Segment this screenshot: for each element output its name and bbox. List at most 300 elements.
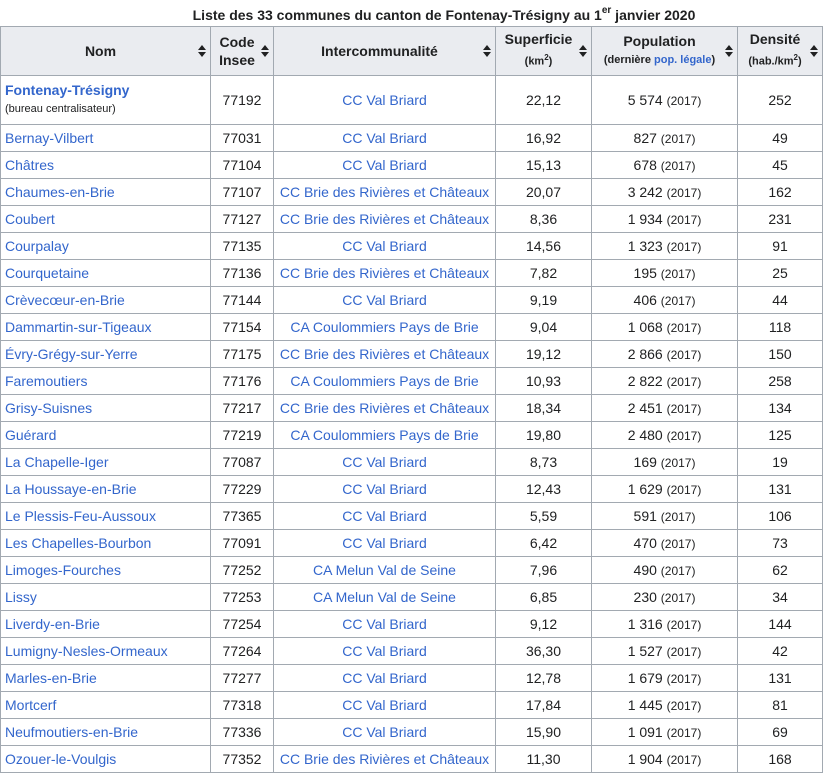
population-cell <box>592 233 738 260</box>
population-cell <box>592 76 738 125</box>
population-value: 1 679 <box>627 670 663 686</box>
table-row <box>1 665 823 692</box>
column-header-nom[interactable] <box>1 27 211 76</box>
population-year: (2017) <box>666 240 702 254</box>
superficie-cell: 14,56 <box>496 233 592 260</box>
code-insee-cell: 77031 <box>211 125 274 152</box>
table-row <box>1 422 823 449</box>
commune-cell <box>1 287 211 314</box>
densite-cell: 168 <box>738 746 823 773</box>
population-value: 2 451 <box>627 400 663 416</box>
population-year: (2017) <box>666 348 702 362</box>
commune-link[interactable]: Dammartin-sur-Tigeaux <box>5 319 152 335</box>
table-row <box>1 503 823 530</box>
commune-link[interactable]: Guérard <box>5 427 57 443</box>
densite-cell: 44 <box>738 287 823 314</box>
table-row <box>1 692 823 719</box>
superficie-cell: 8,73 <box>496 449 592 476</box>
intercommunalite-link[interactable]: CC Brie des Rivières et Châteaux <box>279 346 490 362</box>
code-insee-cell: 77318 <box>211 692 274 719</box>
sort-icon <box>198 45 206 57</box>
commune-link[interactable]: Chaumes-en-Brie <box>5 184 115 200</box>
superficie-cell: 19,80 <box>496 422 592 449</box>
densite-cell: 231 <box>738 206 823 233</box>
column-header-population-label: Population <box>623 33 696 49</box>
population-value: 1 445 <box>627 697 663 713</box>
densite-cell: 42 <box>738 638 823 665</box>
unit-superscript: 2 <box>544 53 549 63</box>
population-value: 406 <box>633 292 657 308</box>
superficie-cell: 6,85 <box>496 584 592 611</box>
population-cell <box>592 584 738 611</box>
superficie-cell: 9,04 <box>496 314 592 341</box>
densite-cell: 125 <box>738 422 823 449</box>
intercommunalite-link[interactable]: CC Val Briard <box>342 454 427 470</box>
code-insee-cell: 77176 <box>211 368 274 395</box>
code-insee-cell: 77264 <box>211 638 274 665</box>
population-sub-suffix: ) <box>711 54 716 66</box>
code-insee-cell: 77104 <box>211 152 274 179</box>
population-cell <box>592 179 738 206</box>
intercommunalite-cell <box>274 125 496 152</box>
commune-cell <box>1 206 211 233</box>
intercommunalite-cell <box>274 287 496 314</box>
intercommunalite-cell <box>274 503 496 530</box>
unit-superscript: 2 <box>793 53 798 63</box>
commune-cell <box>1 395 211 422</box>
superficie-cell: 12,78 <box>496 665 592 692</box>
header-row <box>1 27 823 76</box>
table-row <box>1 125 823 152</box>
table-row <box>1 341 823 368</box>
code-insee-cell: 77217 <box>211 395 274 422</box>
table-row <box>1 530 823 557</box>
intercommunalite-link[interactable]: CC Val Briard <box>342 508 427 524</box>
code-insee-cell: 77336 <box>211 719 274 746</box>
code-insee-cell: 77219 <box>211 422 274 449</box>
intercommunalite-link[interactable]: CC Val Briard <box>342 238 427 254</box>
superficie-cell: 7,82 <box>496 260 592 287</box>
commune-link[interactable]: Crèvecœur-en-Brie <box>5 292 125 308</box>
population-cell <box>592 719 738 746</box>
commune-cell <box>1 233 211 260</box>
pop-legale-link[interactable]: pop. légale <box>654 54 712 66</box>
population-cell <box>592 503 738 530</box>
population-cell <box>592 557 738 584</box>
population-cell <box>592 665 738 692</box>
intercommunalite-cell <box>274 368 496 395</box>
commune-link[interactable]: Courpalay <box>5 238 69 254</box>
population-year: (2017) <box>666 429 702 443</box>
population-cell <box>592 449 738 476</box>
population-value: 230 <box>633 589 657 605</box>
sort-icon <box>579 45 587 57</box>
column-header-population-sub <box>596 50 723 70</box>
column-header-intercommunalite-label: Intercommunalité <box>321 43 438 59</box>
intercommunalite-link[interactable]: CC Val Briard <box>342 697 427 713</box>
intercommunalite-link[interactable]: CC Val Briard <box>342 670 427 686</box>
commune-cell <box>1 152 211 179</box>
intercommunalite-cell <box>274 260 496 287</box>
population-value: 1 091 <box>627 724 663 740</box>
intercommunalite-cell <box>274 395 496 422</box>
population-cell <box>592 152 738 179</box>
superficie-cell: 15,90 <box>496 719 592 746</box>
population-value: 1 068 <box>627 319 663 335</box>
superficie-cell: 22,12 <box>496 76 592 125</box>
column-header-code-insee[interactable] <box>211 27 274 76</box>
population-value: 2 480 <box>627 427 663 443</box>
commune-link[interactable]: Le Plessis-Feu-Aussoux <box>5 508 156 524</box>
sort-icon <box>261 45 269 57</box>
commune-link[interactable]: La Chapelle-Iger <box>5 454 109 470</box>
code-insee-cell: 77365 <box>211 503 274 530</box>
superficie-cell: 17,84 <box>496 692 592 719</box>
population-cell <box>592 287 738 314</box>
table-row <box>1 206 823 233</box>
intercommunalite-link[interactable]: CC Val Briard <box>342 130 427 146</box>
population-year: (2017) <box>666 672 702 686</box>
superficie-cell: 7,96 <box>496 557 592 584</box>
column-header-intercommunalite[interactable] <box>274 27 496 76</box>
population-cell <box>592 395 738 422</box>
table-row <box>1 76 823 125</box>
intercommunalite-cell <box>274 476 496 503</box>
commune-cell <box>1 719 211 746</box>
densite-cell: 69 <box>738 719 823 746</box>
commune-link[interactable]: Ozouer-le-Voulgis <box>5 751 117 767</box>
code-insee-cell: 77144 <box>211 287 274 314</box>
densite-cell: 150 <box>738 341 823 368</box>
commune-cell <box>1 557 211 584</box>
code-insee-cell: 77253 <box>211 584 274 611</box>
intercommunalite-link[interactable]: CA Coulommiers Pays de Brie <box>290 373 479 389</box>
commune-cell <box>1 584 211 611</box>
commune-link[interactable]: Bernay-Vilbert <box>5 130 94 146</box>
intercommunalite-link[interactable]: CC Val Briard <box>342 92 427 108</box>
table-row <box>1 584 823 611</box>
intercommunalite-cell <box>274 719 496 746</box>
column-header-code-label-2: Insee <box>219 52 255 68</box>
population-cell <box>592 314 738 341</box>
table-row <box>1 449 823 476</box>
commune-cell <box>1 638 211 665</box>
table-row <box>1 314 823 341</box>
population-year: (2017) <box>660 564 696 578</box>
population-value: 490 <box>633 562 657 578</box>
population-value: 3 242 <box>627 184 663 200</box>
intercommunalite-cell <box>274 449 496 476</box>
code-insee-cell: 77192 <box>211 76 274 125</box>
population-year: (2017) <box>666 186 702 200</box>
code-insee-cell: 77254 <box>211 611 274 638</box>
population-value: 470 <box>633 535 657 551</box>
population-cell <box>592 206 738 233</box>
superficie-cell: 9,12 <box>496 611 592 638</box>
intercommunalite-cell <box>274 611 496 638</box>
densite-cell: 144 <box>738 611 823 638</box>
population-year: (2017) <box>660 510 696 524</box>
population-cell <box>592 260 738 287</box>
intercommunalite-cell <box>274 746 496 773</box>
caption-date: janvier 2020 <box>611 7 696 23</box>
population-year: (2017) <box>660 159 696 173</box>
column-header-densite[interactable] <box>738 27 823 76</box>
population-year: (2017) <box>660 132 696 146</box>
densite-cell: 162 <box>738 179 823 206</box>
densite-cell: 106 <box>738 503 823 530</box>
sort-icon <box>810 45 818 57</box>
code-insee-cell: 77127 <box>211 206 274 233</box>
population-value: 1 904 <box>627 751 663 767</box>
population-year: (2017) <box>660 591 696 605</box>
bureau-note: (bureau centralisateur) <box>5 103 116 115</box>
densite-cell: 258 <box>738 368 823 395</box>
table-row <box>1 611 823 638</box>
intercommunalite-cell <box>274 206 496 233</box>
table-row <box>1 260 823 287</box>
intercommunalite-link[interactable]: CC Val Briard <box>342 481 427 497</box>
densite-cell: 252 <box>738 76 823 125</box>
table-row <box>1 287 823 314</box>
population-value: 1 323 <box>627 238 663 254</box>
intercommunalite-link[interactable]: CC Val Briard <box>342 724 427 740</box>
commune-link[interactable]: Évry-Grégy-sur-Yerre <box>5 346 138 362</box>
population-year: (2017) <box>666 321 702 335</box>
table-caption <box>0 0 824 26</box>
population-cell <box>592 611 738 638</box>
population-year: (2017) <box>666 699 702 713</box>
intercommunalite-link[interactable]: CC Brie des Rivières et Châteaux <box>279 211 490 227</box>
population-year: (2017) <box>666 618 702 632</box>
commune-cell <box>1 314 211 341</box>
intercommunalite-cell <box>274 665 496 692</box>
population-year: (2017) <box>660 456 696 470</box>
population-year: (2017) <box>666 753 702 767</box>
intercommunalite-cell <box>274 341 496 368</box>
intercommunalite-link[interactable]: CC Brie des Rivières et Châteaux <box>279 400 490 416</box>
commune-link[interactable]: Grisy-Suisnes <box>5 400 93 416</box>
code-insee-cell: 77136 <box>211 260 274 287</box>
table-row <box>1 476 823 503</box>
superficie-cell: 19,12 <box>496 341 592 368</box>
population-cell <box>592 476 738 503</box>
commune-link[interactable]: Coubert <box>5 211 55 227</box>
commune-link[interactable]: Lumigny-Nesles-Ormeaux <box>5 643 168 659</box>
commune-cell <box>1 476 211 503</box>
intercommunalite-cell <box>274 152 496 179</box>
commune-cell <box>1 341 211 368</box>
densite-cell: 81 <box>738 692 823 719</box>
column-header-densite-unit <box>742 48 808 72</box>
commune-link[interactable]: Limoges-Fourches <box>5 562 121 578</box>
column-header-population[interactable] <box>592 27 738 76</box>
code-insee-cell: 77154 <box>211 314 274 341</box>
intercommunalite-link[interactable]: CC Val Briard <box>342 157 427 173</box>
superficie-cell: 20,07 <box>496 179 592 206</box>
unit-suffix: ) <box>798 55 802 68</box>
commune-link[interactable]: Courquetaine <box>5 265 90 281</box>
table-row <box>1 746 823 773</box>
commune-link[interactable]: Faremoutiers <box>5 373 88 389</box>
intercommunalite-cell <box>274 584 496 611</box>
code-insee-cell: 77352 <box>211 746 274 773</box>
caption-superscript: er <box>601 5 612 17</box>
intercommunalite-link[interactable]: CA Coulommiers Pays de Brie <box>290 427 479 443</box>
superficie-cell: 11,30 <box>496 746 592 773</box>
table-row <box>1 368 823 395</box>
table-row <box>1 152 823 179</box>
population-year: (2017) <box>666 94 702 108</box>
column-header-superficie[interactable] <box>496 27 592 76</box>
population-value: 1 934 <box>627 211 663 227</box>
code-insee-cell: 77135 <box>211 233 274 260</box>
superficie-cell: 6,42 <box>496 530 592 557</box>
column-header-nom-label: Nom <box>84 43 117 59</box>
densite-cell: 25 <box>738 260 823 287</box>
population-value: 5 574 <box>627 92 663 108</box>
population-value: 2 822 <box>627 373 663 389</box>
densite-cell: 118 <box>738 314 823 341</box>
densite-cell: 62 <box>738 557 823 584</box>
commune-link[interactable]: Liverdy-en-Brie <box>5 616 100 632</box>
commune-cell <box>1 665 211 692</box>
commune-link[interactable]: Fontenay-Trésigny <box>5 82 130 98</box>
densite-cell: 49 <box>738 125 823 152</box>
intercommunalite-link[interactable]: CA Coulommiers Pays de Brie <box>290 319 479 335</box>
intercommunalite-link[interactable]: CC Val Briard <box>342 616 427 632</box>
densite-cell: 34 <box>738 584 823 611</box>
intercommunalite-cell <box>274 314 496 341</box>
population-value: 169 <box>633 454 657 470</box>
population-year: (2017) <box>660 294 696 308</box>
commune-link[interactable]: La Houssaye-en-Brie <box>5 481 137 497</box>
densite-cell: 91 <box>738 233 823 260</box>
population-value: 678 <box>633 157 657 173</box>
population-year: (2017) <box>666 726 702 740</box>
code-insee-cell: 77087 <box>211 449 274 476</box>
column-header-densite-label: Densité <box>749 31 801 48</box>
intercommunalite-link[interactable]: CC Val Briard <box>342 643 427 659</box>
unit-prefix: (km <box>524 55 545 68</box>
population-cell <box>592 530 738 557</box>
population-cell <box>592 638 738 665</box>
population-value: 195 <box>633 265 657 281</box>
densite-cell: 73 <box>738 530 823 557</box>
intercommunalite-cell <box>274 179 496 206</box>
superficie-cell: 10,93 <box>496 368 592 395</box>
sort-icon <box>725 45 733 57</box>
commune-link[interactable]: Lissy <box>5 589 37 605</box>
commune-link[interactable]: Mortcerf <box>5 697 57 713</box>
superficie-cell: 12,43 <box>496 476 592 503</box>
commune-link[interactable]: Neufmoutiers-en-Brie <box>5 724 139 740</box>
population-value: 827 <box>633 130 657 146</box>
densite-cell: 19 <box>738 449 823 476</box>
population-cell <box>592 746 738 773</box>
commune-cell <box>1 260 211 287</box>
communes-table <box>0 26 823 773</box>
population-year: (2017) <box>666 645 702 659</box>
population-year: (2017) <box>660 537 696 551</box>
unit-prefix: (hab./km <box>748 55 794 68</box>
intercommunalite-link[interactable]: CA Melun Val de Seine <box>313 589 456 605</box>
commune-cell <box>1 125 211 152</box>
population-year: (2017) <box>666 483 702 497</box>
commune-link[interactable]: Châtres <box>5 157 55 173</box>
intercommunalite-link[interactable]: CC Val Briard <box>342 535 427 551</box>
densite-cell: 131 <box>738 476 823 503</box>
code-insee-cell: 77175 <box>211 341 274 368</box>
intercommunalite-link[interactable]: CC Brie des Rivières et Châteaux <box>279 184 490 200</box>
unit-suffix: ) <box>548 55 553 68</box>
commune-cell <box>1 422 211 449</box>
intercommunalite-cell <box>274 530 496 557</box>
intercommunalite-cell <box>274 233 496 260</box>
table-row <box>1 557 823 584</box>
population-year: (2017) <box>666 402 702 416</box>
commune-cell <box>1 179 211 206</box>
population-year: (2017) <box>666 213 702 227</box>
population-cell <box>592 368 738 395</box>
commune-cell <box>1 503 211 530</box>
sort-icon <box>483 45 491 57</box>
population-cell <box>592 422 738 449</box>
population-cell <box>592 341 738 368</box>
table-row <box>1 395 823 422</box>
commune-link[interactable]: Marles-en-Brie <box>5 670 97 686</box>
population-year: (2017) <box>666 375 702 389</box>
population-value: 1 527 <box>627 643 663 659</box>
commune-cell <box>1 746 211 773</box>
densite-cell: 45 <box>738 152 823 179</box>
intercommunalite-link[interactable]: CC Brie des Rivières et Châteaux <box>279 265 490 281</box>
table-row <box>1 638 823 665</box>
intercommunalite-cell <box>274 422 496 449</box>
population-value: 2 866 <box>627 346 663 362</box>
code-insee-cell: 77107 <box>211 179 274 206</box>
population-cell <box>592 692 738 719</box>
intercommunalite-cell <box>274 692 496 719</box>
commune-cell <box>1 530 211 557</box>
table-row <box>1 233 823 260</box>
intercommunalite-cell <box>274 76 496 125</box>
superficie-cell: 5,59 <box>496 503 592 530</box>
intercommunalite-link[interactable]: CA Melun Val de Seine <box>313 562 456 578</box>
column-header-code-label-1: Code <box>219 34 255 50</box>
population-value: 1 629 <box>627 481 663 497</box>
superficie-cell: 8,36 <box>496 206 592 233</box>
commune-cell <box>1 368 211 395</box>
commune-link[interactable]: Les Chapelles-Bourbon <box>5 535 152 551</box>
population-year: (2017) <box>660 267 696 281</box>
intercommunalite-cell <box>274 557 496 584</box>
superficie-cell: 36,30 <box>496 638 592 665</box>
column-header-superficie-label: Superficie <box>504 31 573 48</box>
population-sub-prefix: (dernière <box>603 54 654 66</box>
intercommunalite-link[interactable]: CC Val Briard <box>342 292 427 308</box>
table-row <box>1 719 823 746</box>
commune-cell <box>1 449 211 476</box>
commune-cell <box>1 76 211 125</box>
population-cell <box>592 125 738 152</box>
superficie-cell: 9,19 <box>496 287 592 314</box>
population-value: 1 316 <box>627 616 663 632</box>
densite-cell: 131 <box>738 665 823 692</box>
commune-cell <box>1 611 211 638</box>
intercommunalite-link[interactable]: CC Brie des Rivières et Châteaux <box>279 751 490 767</box>
code-insee-cell: 77252 <box>211 557 274 584</box>
